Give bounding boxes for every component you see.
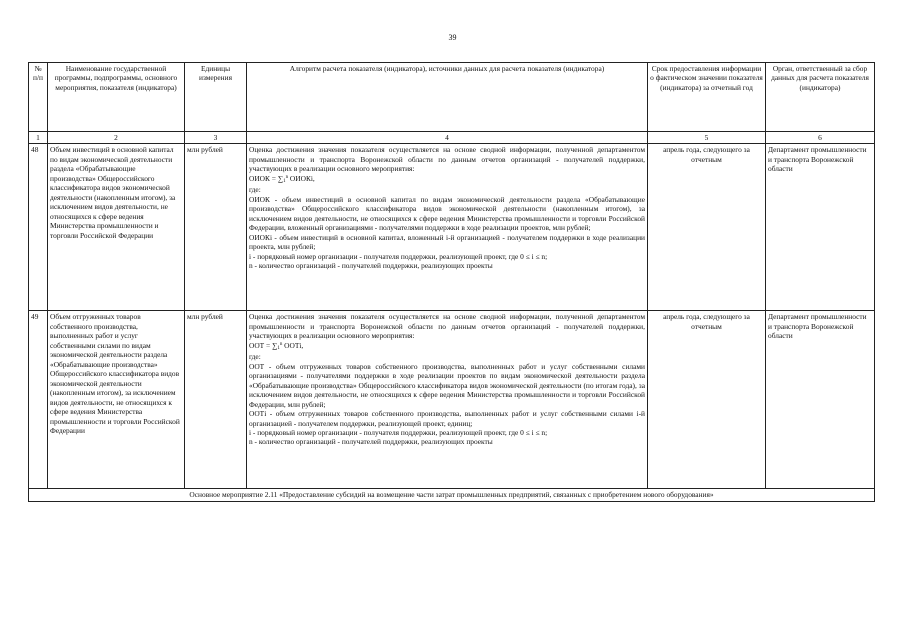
algorithm-intro: Оценка достижения значения показателя осуществляется на основе сводной информации, полученной департаментом промышленности и транспорта Воронежской области по данным отчетов организаций - получателей поддержки, участвующих в реализации основного мероприятия: [249, 145, 645, 174]
indicator-table [28, 62, 875, 502]
algorithm-definition: ООТi - объем отгруженных товаров собственного производства, выполненных работ и услуг собственными силами i-й организацией - получателем поддержки, реализующей проект, единиц; [249, 409, 645, 428]
column-number: 5 [648, 132, 766, 144]
page-number: 39 [448, 33, 457, 42]
header-org: Орган, ответственный за сбор данных для расчета показателя (индикатора) [766, 63, 875, 132]
column-number: 2 [48, 132, 185, 144]
algorithm-definition: n - количество организаций - получателей поддержки, реализующих проекты [249, 261, 493, 271]
algorithm-formula: ООТ = $\sum_1^n$ ООТi, [249, 340, 304, 351]
indicator-deadline: апрель года, следующего за отчетным [648, 144, 766, 311]
indicator-org: Департамент промышленности и транспорта Воронежской области [766, 144, 875, 311]
column-number: 6 [766, 132, 875, 144]
section-row [29, 489, 875, 501]
header-deadline: Срок предоставления информации о фактическом значении показателя (индикатора) за отчетный год [648, 63, 766, 132]
indicator-name: Объем отгруженных товаров собственного производства, выполненных работ и услуг собственными силами по видам экономической деятельности раздела «Обрабатывающие производства» Общероссийского классификатора видов экономической деятельности (накопленным итогом), за исключением видов деятельности, не относящихся к сфере ведения Министерства промышленности и торговли Российской Федерации [48, 311, 185, 489]
table-row [29, 144, 875, 311]
algorithm-definition: ОИОКi - объем инвестиций в основной капитал, вложенный i-й организацией - получателем поддержки в ходе реализации проекта, млн рублей; [249, 232, 645, 252]
row-number: 49 [29, 311, 48, 489]
column-number: 3 [185, 132, 247, 144]
indicator-algorithm [247, 144, 648, 311]
algorithm-where: где: [249, 185, 261, 195]
algorithm-definition: ОИОК - объем инвестиций в основной капитал по видам экономической деятельности раздела «Обрабатывающие производства» Общероссийского классификатора видов экономической деятельности (накопленным итогом), за исключением видов деятельности, не относящихся к сфере ведения Министерства промышленности и торговли Российской Федерации, вложенный организациями - получателями поддержки в ходе реализации проектов, млн рублей; [249, 194, 645, 233]
header-row [29, 63, 875, 132]
column-number: 4 [247, 132, 648, 144]
header-name: Наименование государственной программы, подпрограммы, основного мероприятия, показателя (индикатора) [48, 63, 185, 132]
indicator-algorithm [247, 311, 648, 489]
indicator-deadline: апрель года, следующего за отчетным [648, 311, 766, 489]
section-title: Основное мероприятие 2.11 «Предоставление субсидий на возмещение части затрат промышленных предприятий, связанных с приобретением нового оборудования» [29, 489, 875, 501]
header-algorithm: Алгоритм расчета показателя (индикатора), источники данных для расчета показателя (индикатора) [247, 63, 648, 132]
algorithm-definition: n - количество организаций - получателей поддержки, реализующих проекты [249, 437, 493, 447]
algorithm-intro: Оценка достижения значения показателя осуществляется на основе сводной информации, полученной департаментом промышленности и транспорта Воронежской области по данным отчетов организаций - получателей поддержки, участвующих в реализации основного мероприятия: [249, 312, 645, 341]
header-units: Единицы измерения [185, 63, 247, 132]
algorithm-definition: i - порядковый номер организации - получателя поддержки, реализующей проект, где 0 ≤ i ≤ n; [249, 251, 548, 261]
header-num: № п/п [29, 63, 48, 132]
indicator-name: Объем инвестиций в основной капитал по видам экономической деятельности раздела «Обрабатывающие производства» Общероссийского классификатора видов экономической деятельности (накопленным итогом), за исключением видов деятельности, не относящихся к сфере ведения Министерства промышленности и торговли Российской Федерации [48, 144, 185, 311]
table-row [29, 311, 875, 489]
indicator-units: млн рублей [185, 311, 247, 489]
indicator-units: млн рублей [185, 144, 247, 311]
column-number-row [29, 132, 875, 144]
column-number: 1 [29, 132, 48, 144]
algorithm-definition: i - порядковый номер организации - получателя поддержки, реализующей проект, где 0 ≤ i ≤ n; [249, 428, 548, 438]
indicator-org: Департамент промышленности и транспорта Воронежской области [766, 311, 875, 489]
algorithm-where: где: [249, 352, 261, 362]
algorithm-definition: ООТ - объем отгруженных товаров собственного производства, выполненных работ и услуг собственными силами организациями - получателями поддержки в ходе реализации проектов по видам экономической деятельности раздела «Обрабатывающие производства» Общероссийского классификатора видов экономической деятельности (по итогам года), за исключением видов деятельности, не относящихся к сфере ведения Министерства промышленности и торговли Российской Федерации, млн рублей; [249, 361, 645, 409]
row-number: 48 [29, 144, 48, 311]
algorithm-formula: ОИОК = $\sum_1^n$ ОИОКi, [249, 173, 315, 184]
